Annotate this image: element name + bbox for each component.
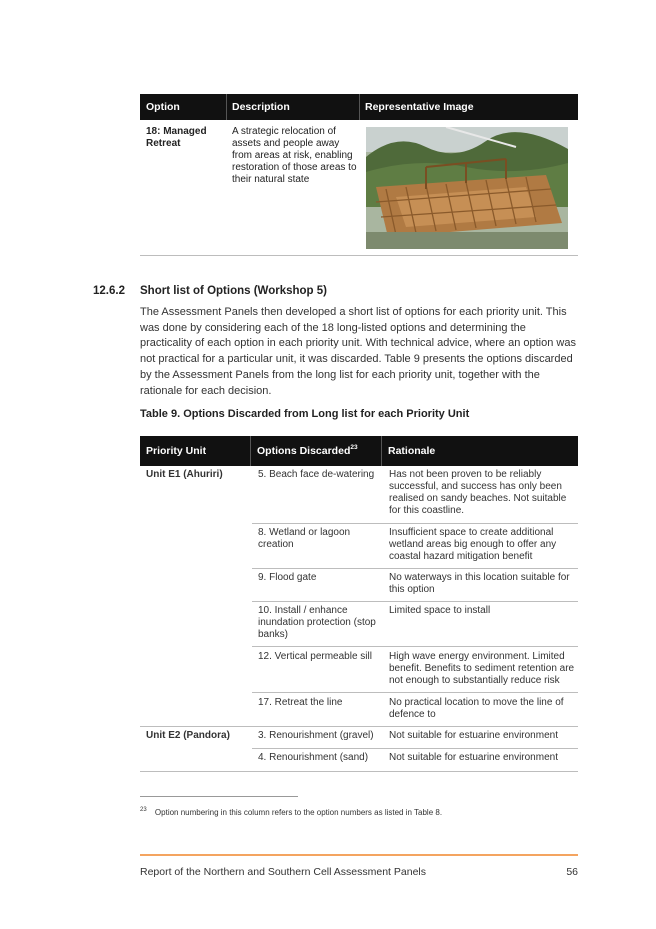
header-divider: [250, 436, 251, 466]
table9-header: [140, 436, 578, 466]
row-divider: [252, 568, 578, 569]
header-option: Option: [146, 101, 180, 113]
table-row-rationale: High wave energy environment. Limited benefit. Benefits to sediment retention are not enough to substantially reduce risk: [389, 651, 575, 686]
page-number: 56: [566, 866, 578, 878]
option-description: A strategic relocation of assets and people away from areas at risk, enabling restoration of those areas to their natural state: [232, 126, 357, 185]
table-row-option: 17. Retreat the line: [258, 697, 343, 708]
header-rationale: Rationale: [388, 445, 436, 457]
table-row-option: 10. Install / enhance inundation protection (stop banks): [258, 605, 376, 640]
row-divider: [252, 523, 578, 524]
table-row-option: 12. Vertical permeable sill: [258, 651, 372, 662]
table-caption: Table 9. Options Discarded from Long list for each Priority Unit: [140, 408, 470, 420]
row-divider: [252, 646, 578, 647]
row-divider: [252, 601, 578, 602]
row-divider: [252, 748, 578, 749]
table-row-option: 3. Renourishment (gravel): [258, 730, 374, 741]
table-row-rationale: Has not been proven to be reliably successful, and success has only been realised on sandy beaches. Not suitable for this coastline.: [389, 469, 567, 516]
footnote-mark: 23: [140, 807, 147, 813]
table-row-option: 8. Wetland or lagoon creation: [258, 527, 351, 550]
table-row-rationale: Not suitable for estuarine environment: [389, 730, 558, 741]
row-divider: [252, 692, 578, 693]
table-row-rationale: Insufficient space to create additional wetland areas big enough to offer any coastal hazard mitigation benefit: [389, 527, 557, 562]
header-divider: [359, 94, 360, 120]
footnote-ref: 23: [350, 444, 358, 451]
footer-rule: [140, 854, 578, 856]
table-row-rationale: No waterways in this location suitable for this option: [389, 572, 570, 595]
header-options-discarded-label: Options Discarded: [257, 445, 351, 457]
row-divider: [140, 726, 578, 727]
option-name: 18: Managed Retreat: [146, 126, 207, 149]
table-bottom-rule: [140, 255, 578, 256]
header-priority-unit: Priority Unit: [146, 445, 207, 457]
table-bottom-rule: [140, 771, 578, 772]
table-row-option: 4. Renourishment (sand): [258, 752, 369, 763]
house-frame-photo: [366, 127, 568, 249]
footnote: [140, 807, 442, 817]
table-row-option: 9. Flood gate: [258, 572, 317, 583]
table-row-rationale: Limited space to install: [389, 605, 491, 616]
footnote-rule: [140, 796, 298, 797]
header-options-discarded: [257, 436, 358, 466]
header-representative-image: Representative Image: [365, 101, 474, 113]
table-row-unit: Unit E2 (Pandora): [146, 730, 230, 741]
header-divider: [226, 94, 227, 120]
top-table-header: [140, 94, 578, 120]
footnote-text: Option numbering in this column refers to the option numbers as listed in Table 8.: [154, 807, 443, 817]
header-description: Description: [232, 101, 290, 113]
table-row-option: 5. Beach face de-watering: [258, 469, 375, 480]
section-title: Short list of Options (Workshop 5): [140, 285, 327, 297]
section-number: 12.6.2: [93, 285, 125, 297]
footer-report-title: Report of the Northern and Southern Cell Assessment Panels: [140, 866, 426, 878]
header-divider: [381, 436, 382, 466]
table-row-unit: Unit E1 (Ahuriri): [146, 469, 223, 480]
table-row-rationale: Not suitable for estuarine environment: [389, 752, 558, 763]
table-row-rationale: No practical location to move the line of defence to: [389, 697, 564, 720]
section-paragraph: The Assessment Panels then developed a short list of options for each priority unit. This was done by considering each of the 18 long-listed options and determining the practicality of each option in each priority unit. With technical advice, where an option was not practical for a particular unit, it was discarded. Table 9 presents the options discarded by the Assessment Panels from the long list for each priority unit, together with the rationale for each decision.: [140, 306, 576, 397]
